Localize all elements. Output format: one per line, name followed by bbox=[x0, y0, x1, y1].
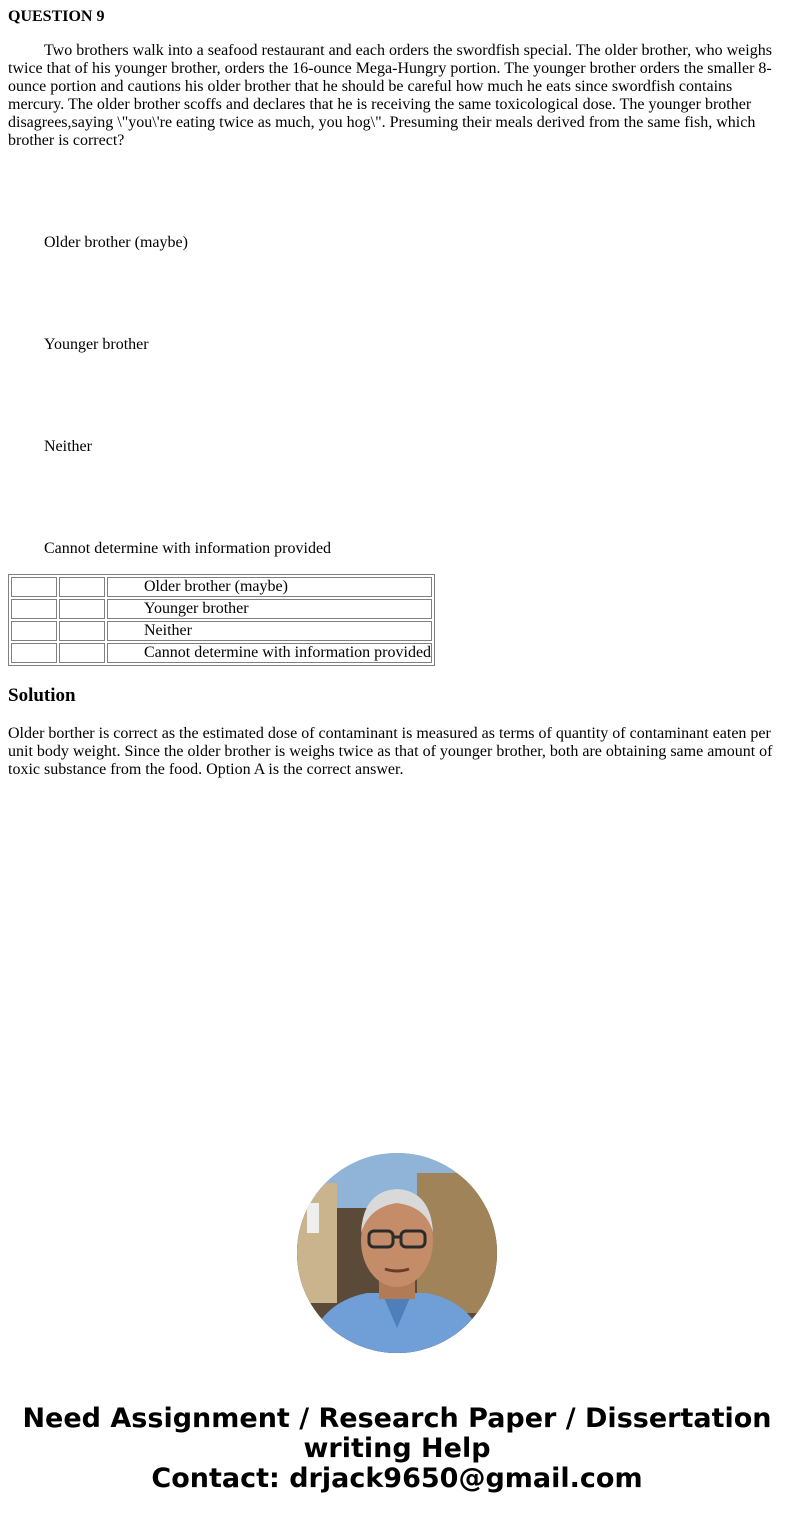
answer-cell-label: Younger brother bbox=[107, 599, 432, 619]
solution-heading: Solution bbox=[8, 685, 76, 706]
promo-contact[interactable]: Contact: drjack9650@gmail.com bbox=[151, 1463, 643, 1494]
answer-cell-label: Older brother (maybe) bbox=[107, 577, 432, 597]
question-text: Two brothers walk into a seafood restaurant and each orders the swordfish special. The older brother, who weighs twice that of his younger brother, orders the 16-ounce Mega-Hungry portion. The younger brother orders the smaller 8-ounce portion and cautions his older brother that he should be careful how much he eats since swordfish contains mercury. The older brother scoffs and declares that he is receiving the same toxicological dose. The younger brother disagrees,saying \"you\'re eating twice as much, you hog\". Presuming their meals derived from the same fish, which brother is correct? bbox=[8, 42, 772, 149]
option-a[interactable]: Older brother (maybe) bbox=[44, 234, 188, 251]
answer-cell-empty bbox=[11, 621, 57, 641]
option-b[interactable]: Younger brother bbox=[44, 336, 149, 353]
table-row[interactable] bbox=[11, 643, 432, 663]
answer-cell-empty bbox=[59, 643, 105, 663]
answer-cell-empty bbox=[59, 577, 105, 597]
question-title: QUESTION 9 bbox=[8, 8, 105, 25]
answer-cell-label: Cannot determine with information provided bbox=[107, 643, 432, 663]
promo-banner bbox=[0, 1404, 794, 1494]
table-row[interactable] bbox=[11, 577, 432, 597]
table-row[interactable] bbox=[11, 599, 432, 619]
option-d[interactable]: Cannot determine with information provided bbox=[44, 540, 332, 557]
answer-cell-empty bbox=[59, 599, 105, 619]
answer-table bbox=[8, 574, 435, 666]
answer-cell-label: Neither bbox=[107, 621, 432, 641]
answer-cell-empty bbox=[11, 599, 57, 619]
option-c[interactable]: Neither bbox=[44, 438, 92, 455]
answer-cell-empty bbox=[59, 621, 105, 641]
answer-cell-empty bbox=[11, 643, 57, 663]
table-row[interactable] bbox=[11, 621, 432, 641]
author-avatar bbox=[297, 1153, 497, 1353]
promo-line-2: writing Help bbox=[303, 1433, 491, 1464]
promo-line-1: Need Assignment / Research Paper / Dissertation bbox=[22, 1403, 772, 1434]
solution-text: Older borther is correct as the estimated dose of contaminant is measured as terms of quantity of contaminant eaten per unit body weight. Since the older brother is weighs twice as that of younger brother, both are obtaining same amount of toxic substance from the food. Option A is the correct answer. bbox=[8, 725, 773, 778]
answer-cell-empty bbox=[11, 577, 57, 597]
